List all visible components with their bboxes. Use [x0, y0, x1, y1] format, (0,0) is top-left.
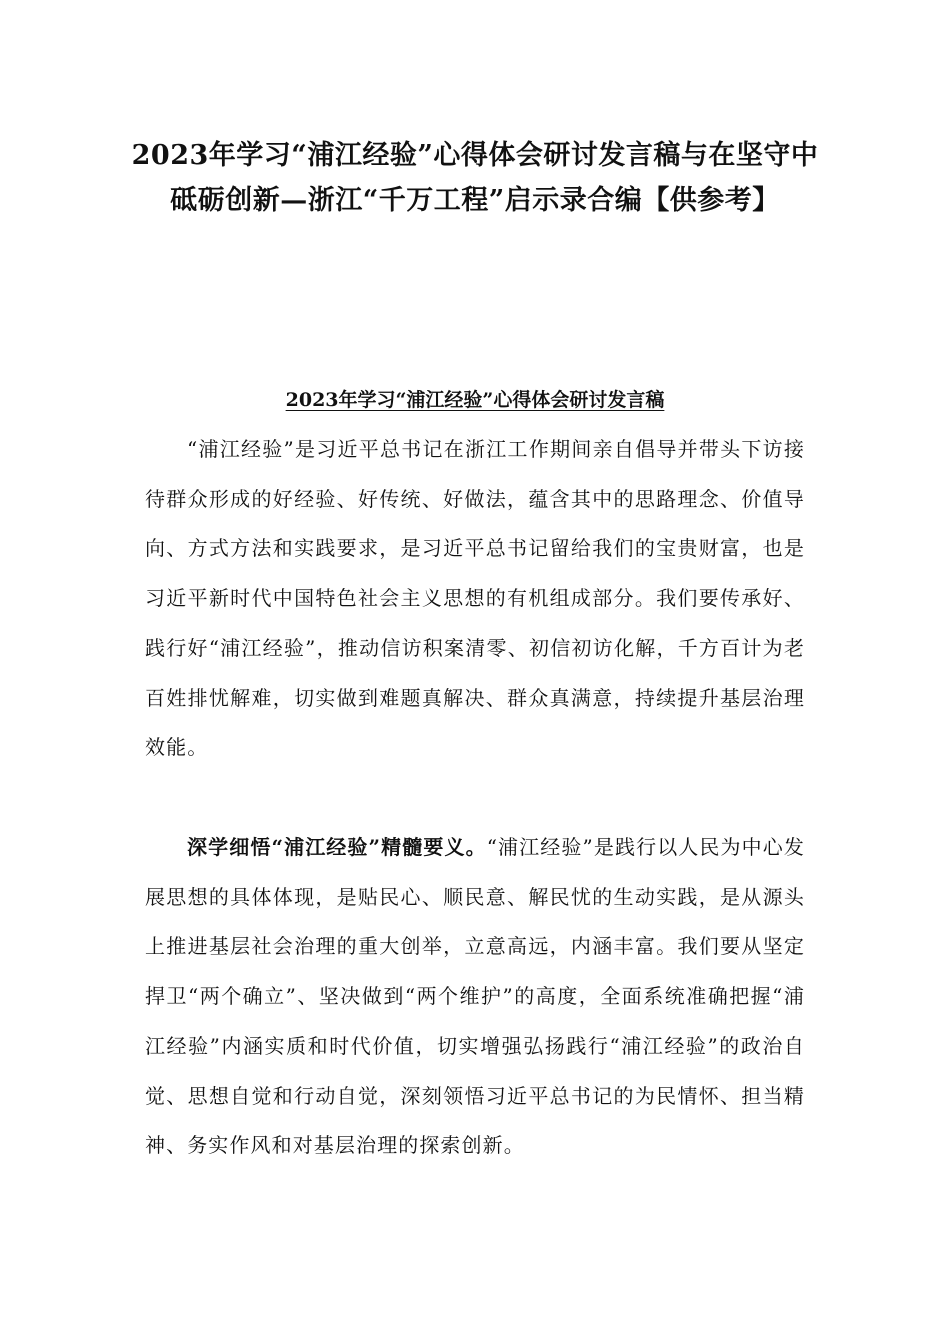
section-title-text: 2023年学习“浦江经验”心得体会研讨发言稿	[285, 389, 665, 411]
paragraph-intro-text: “浦江经验”是习近平总书记在浙江工作期间亲自倡导并带头下访接待群众形成的好经验、好传统、好做法，蕴含其中的思路理念、价值导向、方式方法和实践要求，是习近平总书记留给我们的宝贵财富，也是习近平新时代中国特色社会主义思想的有机组成部分。我们要传承好、践行好“浦江经验”，推动信访积案清零、初信初访化解，千方百计为老百姓排忧解难，切实做到难题真解决、群众真满意，持续提升基层治理效能。	[145, 437, 805, 760]
paragraph-deep-study-text: “浦江经验”是践行以人民为中心发展思想的具体体现，是贴民心、顺民意、解民忧的生动实践，是从源头上推进基层社会治理的重大创举，立意高远，内涵丰富。我们要从坚定捍卫“两个确立”、坚决做到“两个维护”的高度，全面系统准确把握“浦江经验”内涵实质和时代价值，切实增强弘扬践行“浦江经验”的政治自觉、思想自觉和行动自觉，深刻领悟习近平总书记的为民情怀、担当精神、务实作风和对基层治理的探索创新。	[145, 835, 805, 1158]
section-title	[140, 385, 810, 415]
paragraph-lead-heading: 深学细悟“浦江经验”精髓要义。	[187, 835, 487, 859]
paragraph-intro	[145, 425, 805, 773]
document-title: 2023年学习“浦江经验”心得体会研讨发言稿与在坚守中砥砺创新—浙江“千万工程”启示录合编【供参考】	[131, 140, 819, 216]
paragraph-deep-study	[145, 823, 805, 1171]
